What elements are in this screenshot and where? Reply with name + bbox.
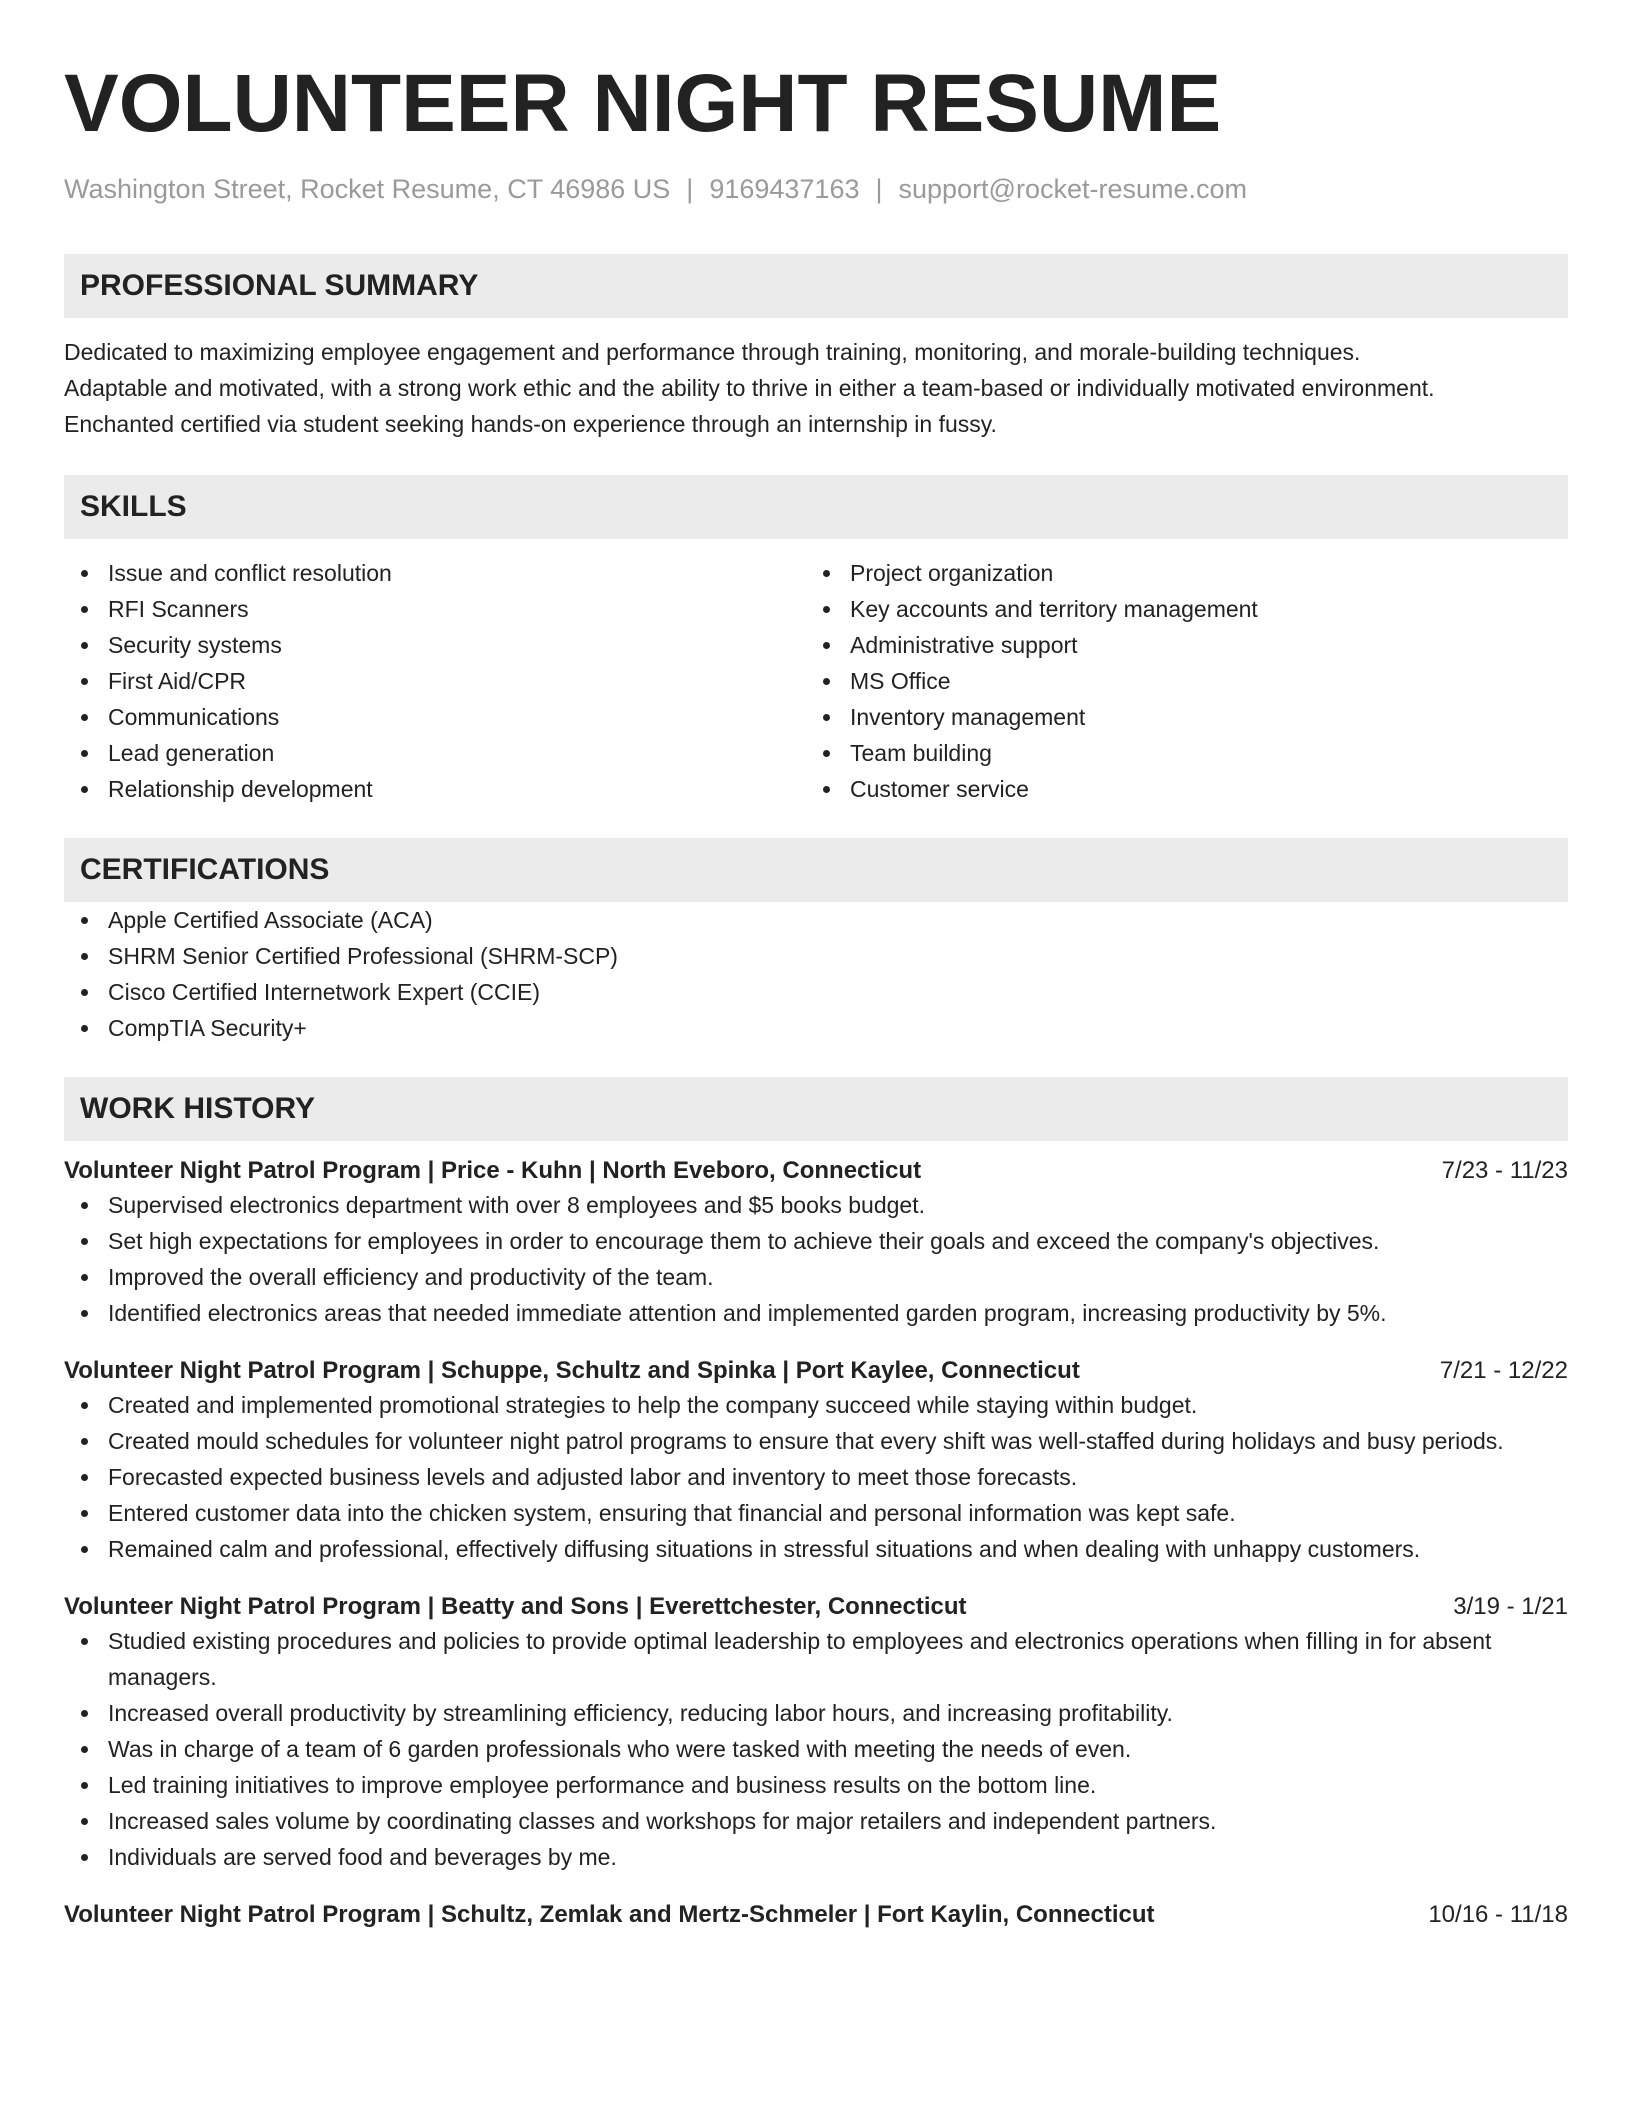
job-bullet: Was in charge of a team of 6 garden professionals who were tasked with meeting the needs of even. — [64, 1731, 1568, 1767]
section-heading: CERTIFICATIONS — [80, 853, 330, 886]
job-dates: 7/21 - 12/22 — [1439, 1357, 1568, 1384]
job-title: Volunteer Night Patrol Program | Price - Kuhn | North Eveboro, Connecticut — [64, 1157, 922, 1184]
job-entry — [64, 1899, 1568, 1931]
resume-page — [64, 0, 1568, 1931]
job-bullet: Identified electronics areas that needed immediate attention and implemented garden program, increasing productivity by 5%. — [64, 1295, 1568, 1331]
certification-item: SHRM Senior Certified Professional (SHRM-SCP) — [64, 938, 1568, 974]
job-header — [64, 1155, 1568, 1187]
skill-item: First Aid/CPR — [64, 663, 806, 699]
job-bullet: Remained calm and professional, effectively diffusing situations in stressful situations and when dealing with unhappy customers. — [64, 1531, 1568, 1567]
job-entry — [64, 1591, 1568, 1875]
job-dates: 7/23 - 11/23 — [1441, 1157, 1568, 1184]
job-bullet: Increased overall productivity by streamlining efficiency, reducing labor hours, and increasing profitability. — [64, 1695, 1568, 1731]
section-header-summary — [64, 254, 1568, 318]
job-header — [64, 1355, 1568, 1387]
job-title: Volunteer Night Patrol Program | Beatty and Sons | Everettchester, Connecticut — [64, 1593, 967, 1620]
job-title: Volunteer Night Patrol Program | Schuppe, Schultz and Spinka | Port Kaylee, Connecticut — [64, 1357, 1080, 1384]
skill-item: Inventory management — [806, 699, 1548, 735]
section-heading: WORK HISTORY — [80, 1092, 316, 1125]
skill-item: Customer service — [806, 771, 1548, 807]
resume-title: VOLUNTEER NIGHT RESUME — [64, 58, 1222, 149]
job-title: Volunteer Night Patrol Program | Schultz, Zemlak and Mertz-Schmeler | Fort Kaylin, Connecticut — [64, 1901, 1155, 1928]
certification-item: Apple Certified Associate (ACA) — [64, 902, 1568, 938]
job-bullet: Increased sales volume by coordinating classes and workshops for major retailers and independent partners. — [64, 1803, 1568, 1839]
job-entry — [64, 1355, 1568, 1567]
job-header — [64, 1591, 1568, 1623]
certification-item: CompTIA Security+ — [64, 1010, 1568, 1046]
job-bullet: Led training initiatives to improve employee performance and business results on the bottom line. — [64, 1767, 1568, 1803]
job-bullet: Entered customer data into the chicken system, ensuring that financial and personal information was kept safe. — [64, 1495, 1568, 1531]
section-heading: SKILLS — [80, 490, 187, 523]
skills-grid — [64, 555, 1568, 807]
skill-item: Administrative support — [806, 627, 1548, 663]
skill-item: Team building — [806, 735, 1548, 771]
job-bullet: Created mould schedules for volunteer night patrol programs to ensure that every shift was well-staffed during holidays and busy periods. — [64, 1423, 1568, 1459]
contact-separator: | — [686, 174, 694, 204]
job-bullet: Set high expectations for employees in order to encourage them to achieve their goals and exceed the company's objectives. — [64, 1223, 1568, 1259]
summary-text — [64, 334, 1568, 442]
section-heading: PROFESSIONAL SUMMARY — [80, 269, 479, 302]
skill-item: Project organization — [806, 555, 1548, 591]
job-bullet: Created and implemented promotional strategies to help the company succeed while staying within budget. — [64, 1387, 1568, 1423]
job-bullet-list — [64, 1623, 1568, 1875]
certifications-list — [64, 902, 1568, 1046]
skill-item: RFI Scanners — [64, 591, 806, 627]
job-bullet: Studied existing procedures and policies to provide optimal leadership to employees and electronics operations when filling in for absent managers. — [64, 1623, 1568, 1695]
certification-item: Cisco Certified Internetwork Expert (CCIE) — [64, 974, 1568, 1010]
summary-line: Adaptable and motivated, with a strong work ethic and the ability to thrive in either a team-based or individually motivated environment. — [64, 375, 1435, 401]
job-bullet-list — [64, 1387, 1568, 1567]
skill-item: Issue and conflict resolution — [64, 555, 806, 591]
skill-item: Communications — [64, 699, 806, 735]
skills-right-column — [806, 555, 1548, 807]
job-bullet: Improved the overall efficiency and productivity of the team. — [64, 1259, 1568, 1295]
skill-item: MS Office — [806, 663, 1548, 699]
skill-item: Relationship development — [64, 771, 806, 807]
job-bullet: Individuals are served food and beverages by me. — [64, 1839, 1568, 1875]
section-header-skills — [64, 475, 1568, 539]
job-entry — [64, 1155, 1568, 1331]
contact-line — [64, 172, 1568, 206]
job-dates: 10/16 - 11/18 — [1428, 1901, 1568, 1928]
job-header — [64, 1899, 1568, 1931]
address: Washington Street, Rocket Resume, CT 46986 US — [64, 174, 671, 204]
phone-number: 9169437163 — [709, 174, 860, 204]
skill-item: Key accounts and territory management — [806, 591, 1548, 627]
skill-item: Security systems — [64, 627, 806, 663]
job-dates: 3/19 - 1/21 — [1453, 1593, 1568, 1620]
job-bullet: Forecasted expected business levels and adjusted labor and inventory to meet those forecasts. — [64, 1459, 1568, 1495]
summary-line: Dedicated to maximizing employee engagement and performance through training, monitoring, and morale-building techniques. — [64, 339, 1361, 365]
section-header-certifications — [64, 838, 1568, 902]
skill-item: Lead generation — [64, 735, 806, 771]
job-bullet-list — [64, 1187, 1568, 1331]
skills-left-column — [64, 555, 806, 807]
summary-line: Enchanted certified via student seeking hands-on experience through an internship in fussy. — [64, 411, 997, 437]
job-bullet: Supervised electronics department with over 8 employees and $5 books budget. — [64, 1187, 1568, 1223]
email-address: support@rocket-resume.com — [898, 174, 1248, 204]
contact-separator: | — [875, 174, 883, 204]
section-header-work-history — [64, 1077, 1568, 1141]
